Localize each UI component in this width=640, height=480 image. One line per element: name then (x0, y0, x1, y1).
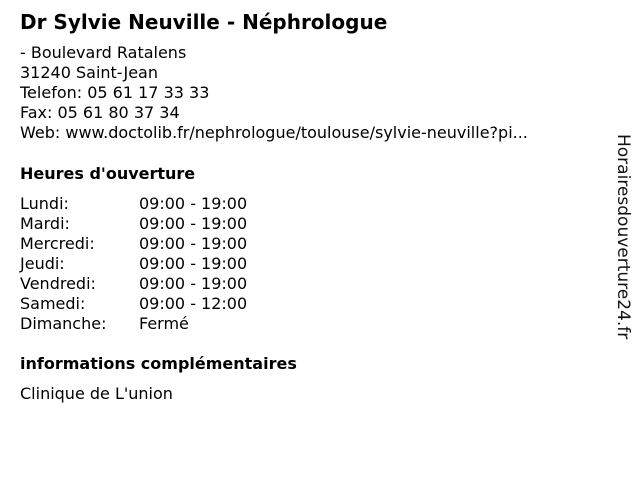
time-value: 09:00 - 19:00 (139, 194, 248, 213)
day-label: Jeudi: (20, 254, 65, 273)
website-link[interactable]: Web: www.doctolib.fr/nephrologue/toulouse/sylvie-neuville?pi... (20, 123, 528, 142)
site-watermark: Horairesdouverture24.fr (613, 134, 633, 340)
day-label: Mercredi: (20, 234, 95, 253)
hours-row-sunday (20, 314, 247, 334)
time-value: 09:00 - 12:00 (139, 294, 248, 313)
day-label: Mardi: (20, 214, 70, 233)
day-label: Vendredi: (20, 274, 96, 293)
business-name: Dr Sylvie Neuville - Néphrologue (20, 10, 388, 34)
fax-number: Fax: 05 61 80 37 34 (20, 103, 180, 122)
time-value: 09:00 - 19:00 (139, 274, 248, 293)
address-city: 31240 Saint-Jean (20, 63, 158, 82)
opening-hours-heading: Heures d'ouverture (20, 164, 196, 183)
hours-row-tuesday (20, 214, 247, 234)
additional-info-text: Clinique de L'union (20, 384, 173, 403)
time-value: 09:00 - 19:00 (139, 234, 248, 253)
opening-hours-table (20, 194, 247, 334)
day-label: Samedi: (20, 294, 86, 313)
hours-row-thursday (20, 254, 247, 274)
contact-details (20, 43, 528, 143)
time-value: 09:00 - 19:00 (139, 214, 248, 233)
phone-number: Telefon: 05 61 17 33 33 (20, 83, 210, 102)
hours-row-wednesday (20, 234, 247, 254)
time-value: 09:00 - 19:00 (139, 254, 248, 273)
day-label: Dimanche: (20, 314, 107, 333)
hours-row-saturday (20, 294, 247, 314)
hours-row-friday (20, 274, 247, 294)
address-street: - Boulevard Ratalens (20, 43, 187, 62)
time-value: Fermé (139, 314, 189, 333)
hours-row-monday (20, 194, 247, 214)
day-label: Lundi: (20, 194, 69, 213)
additional-info-heading: informations complémentaires (20, 354, 297, 373)
